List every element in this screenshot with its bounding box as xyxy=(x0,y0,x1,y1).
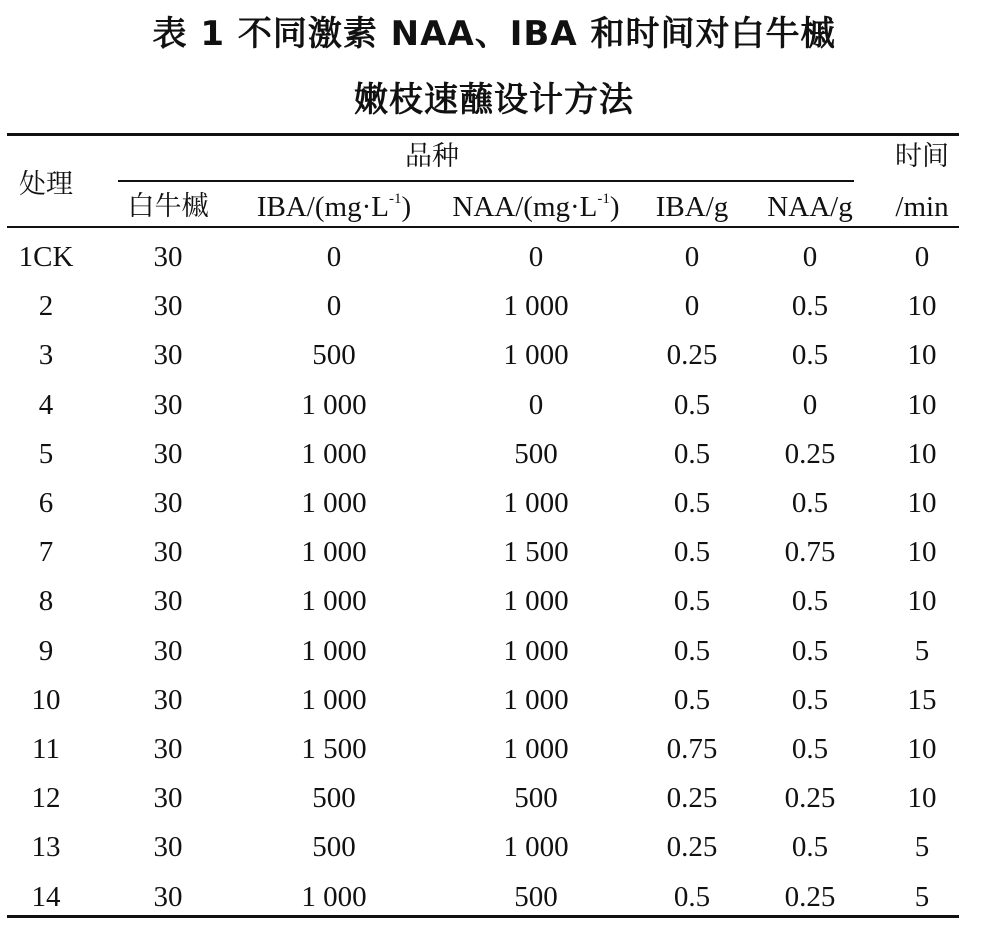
naa-gram-cell: 0.5 xyxy=(791,733,829,765)
iba-concentration-cell: 1 000 xyxy=(301,634,367,667)
treatment-cell: 9 xyxy=(38,634,54,667)
iba-concentration-cell: 1 500 xyxy=(301,733,367,765)
iba-concentration-cell: 1 000 xyxy=(301,536,367,569)
table-row xyxy=(0,486,988,535)
iba-gram-cell: 0.5 xyxy=(673,388,711,421)
table-row xyxy=(0,584,988,633)
naa-concentration-cell: 0 xyxy=(528,388,544,421)
table-row xyxy=(0,781,988,830)
treatment-cell: 7 xyxy=(38,536,54,569)
baiqi-cell: 30 xyxy=(153,487,183,519)
naa-concentration-header: NAA/$(mg\cdot L^{-1})$ xyxy=(452,191,620,223)
treatment-cell: 12 xyxy=(31,782,61,815)
iba-gram-cell: 0 xyxy=(684,290,700,323)
time-cell: 15 xyxy=(907,683,937,716)
baiqi-cell: 30 xyxy=(153,683,183,716)
time-cell: 10 xyxy=(907,585,937,618)
time-cell: 5 xyxy=(914,634,930,667)
iba-concentration-cell: 1 000 xyxy=(301,437,367,470)
naa-concentration-cell: 1 000 xyxy=(503,487,569,519)
time-cell: 5 xyxy=(914,831,930,864)
iba-concentration-cell: 1 000 xyxy=(301,487,367,519)
naa-gram-cell: 0.5 xyxy=(791,487,829,519)
baiqi-cell: 30 xyxy=(153,241,183,273)
table-title-line-1: 表 1 不同激素 NAA、IBA 和时间对白牛槭 xyxy=(152,14,836,54)
iba-concentration-cell: 500 xyxy=(312,782,356,815)
table-row xyxy=(0,830,988,879)
naa-concentration-cell: 1 000 xyxy=(503,634,569,667)
time-cell: 10 xyxy=(907,536,937,569)
naa-gram-cell: 0.5 xyxy=(791,634,829,667)
treatment-cell: 1CK xyxy=(18,241,74,273)
iba-gram-cell: 0.5 xyxy=(673,683,711,716)
table-row xyxy=(0,880,988,929)
treatment-cell: 6 xyxy=(38,487,54,519)
iba-concentration-cell: 0 xyxy=(326,290,342,323)
iba-concentration-header: IBA/$(mg\cdot L^{-1})$ xyxy=(256,191,412,223)
iba-gram-cell: 0.5 xyxy=(673,880,711,913)
iba-gram-cell: 0.5 xyxy=(673,585,711,618)
header-rule xyxy=(7,226,959,228)
table-row xyxy=(0,535,988,584)
treatment-cell: 13 xyxy=(31,831,61,864)
treatment-cell: 10 xyxy=(31,683,61,716)
naa-gram-cell: 0.5 xyxy=(791,339,829,372)
iba-concentration-cell: 1 000 xyxy=(301,585,367,618)
iba-gram-cell: 0 xyxy=(684,241,700,273)
naa-gram-cell: 0 xyxy=(802,388,818,421)
treatment-cell: 5 xyxy=(38,437,54,470)
baiqi-cell: 30 xyxy=(153,782,183,815)
naa-concentration-cell: 1 500 xyxy=(503,536,569,569)
iba-concentration-cell: 1 000 xyxy=(301,880,367,913)
top-rule xyxy=(7,133,959,136)
naa-concentration-cell: 1 000 xyxy=(503,585,569,618)
time-cell: 10 xyxy=(907,782,937,815)
baiqi-cell: 30 xyxy=(153,733,183,765)
baiqi-cell: 30 xyxy=(153,585,183,618)
naa-concentration-cell: 1 000 xyxy=(503,733,569,765)
naa-gram-cell: 0.25 xyxy=(784,782,836,815)
iba-gram-cell: 0.25 xyxy=(666,831,718,864)
naa-gram-cell: 0.5 xyxy=(791,683,829,716)
naa-concentration-cell: 0 xyxy=(528,241,544,273)
time-cell: 10 xyxy=(907,733,937,765)
group-underline xyxy=(118,180,854,182)
iba-concentration-cell: 1 000 xyxy=(301,388,367,421)
naa-gram-cell: 0 xyxy=(802,241,818,273)
iba-gram-cell: 0.5 xyxy=(673,487,711,519)
baiqi-column-header: 白牛槭 xyxy=(127,191,209,222)
naa-concentration-cell: 1 000 xyxy=(503,339,569,372)
table-row xyxy=(0,240,988,289)
iba-gram-cell: 0.5 xyxy=(673,634,711,667)
table-row xyxy=(0,437,988,486)
time-cell: 10 xyxy=(907,487,937,519)
treatment-cell: 3 xyxy=(38,339,54,372)
naa-concentration-cell: 500 xyxy=(514,880,558,913)
naa-concentration-cell: 500 xyxy=(514,782,558,815)
iba-concentration-cell: 500 xyxy=(312,831,356,864)
time-cell: 10 xyxy=(907,290,937,323)
treatment-cell: 8 xyxy=(38,585,54,618)
time-cell: 0 xyxy=(914,241,930,273)
naa-concentration-cell: 500 xyxy=(514,437,558,470)
naa-gram-cell: 0.75 xyxy=(784,536,836,569)
baiqi-cell: 30 xyxy=(153,388,183,421)
naa-gram-cell: 0.5 xyxy=(791,290,829,323)
table-title-line-2: 嫩枝速蘸设计方法 xyxy=(354,80,634,120)
naa-gram-cell: 0.5 xyxy=(791,831,829,864)
baiqi-cell: 30 xyxy=(153,880,183,913)
time-cell: 10 xyxy=(907,437,937,470)
treatment-cell: 2 xyxy=(38,290,54,323)
baiqi-cell: 30 xyxy=(153,437,183,470)
time-cell: 10 xyxy=(907,388,937,421)
baiqi-cell: 30 xyxy=(153,831,183,864)
table-row xyxy=(0,732,988,781)
iba-gram-cell: 0.25 xyxy=(666,339,718,372)
iba-concentration-cell: 0 xyxy=(326,241,342,273)
variety-group-header: 品种 xyxy=(405,141,459,172)
baiqi-cell: 30 xyxy=(153,339,183,372)
table-row xyxy=(0,289,988,338)
time-header-top: 时间 xyxy=(895,141,949,172)
table-row xyxy=(0,634,988,683)
naa-gram-cell: 0.25 xyxy=(784,437,836,470)
naa-concentration-cell: 1 000 xyxy=(503,683,569,716)
iba-gram-cell: 0.25 xyxy=(666,782,718,815)
time-cell: 5 xyxy=(914,880,930,913)
naa-gram-cell: 0.5 xyxy=(791,585,829,618)
treatment-header: 处理 xyxy=(19,169,73,200)
iba-gram-cell: 0.5 xyxy=(673,437,711,470)
table-row xyxy=(0,338,988,387)
iba-concentration-cell: 1 000 xyxy=(301,683,367,716)
naa-gram-cell: 0.25 xyxy=(784,880,836,913)
naa-concentration-cell: 1 000 xyxy=(503,290,569,323)
time-header-bottom: /min xyxy=(895,191,949,223)
naa-gram-header: NAA/g xyxy=(767,191,853,223)
iba-gram-cell: 0.75 xyxy=(666,733,718,765)
treatment-cell: 11 xyxy=(32,733,60,765)
iba-gram-cell: 0.5 xyxy=(673,536,711,569)
naa-concentration-cell: 1 000 xyxy=(503,831,569,864)
time-cell: 10 xyxy=(907,339,937,372)
treatment-cell: 14 xyxy=(31,880,61,913)
iba-concentration-cell: 500 xyxy=(312,339,356,372)
table-row xyxy=(0,683,988,732)
iba-gram-header: IBA/g xyxy=(655,191,729,223)
baiqi-cell: 30 xyxy=(153,536,183,569)
table-row xyxy=(0,388,988,437)
treatment-cell: 4 xyxy=(38,388,54,421)
baiqi-cell: 30 xyxy=(153,634,183,667)
baiqi-cell: 30 xyxy=(153,290,183,323)
